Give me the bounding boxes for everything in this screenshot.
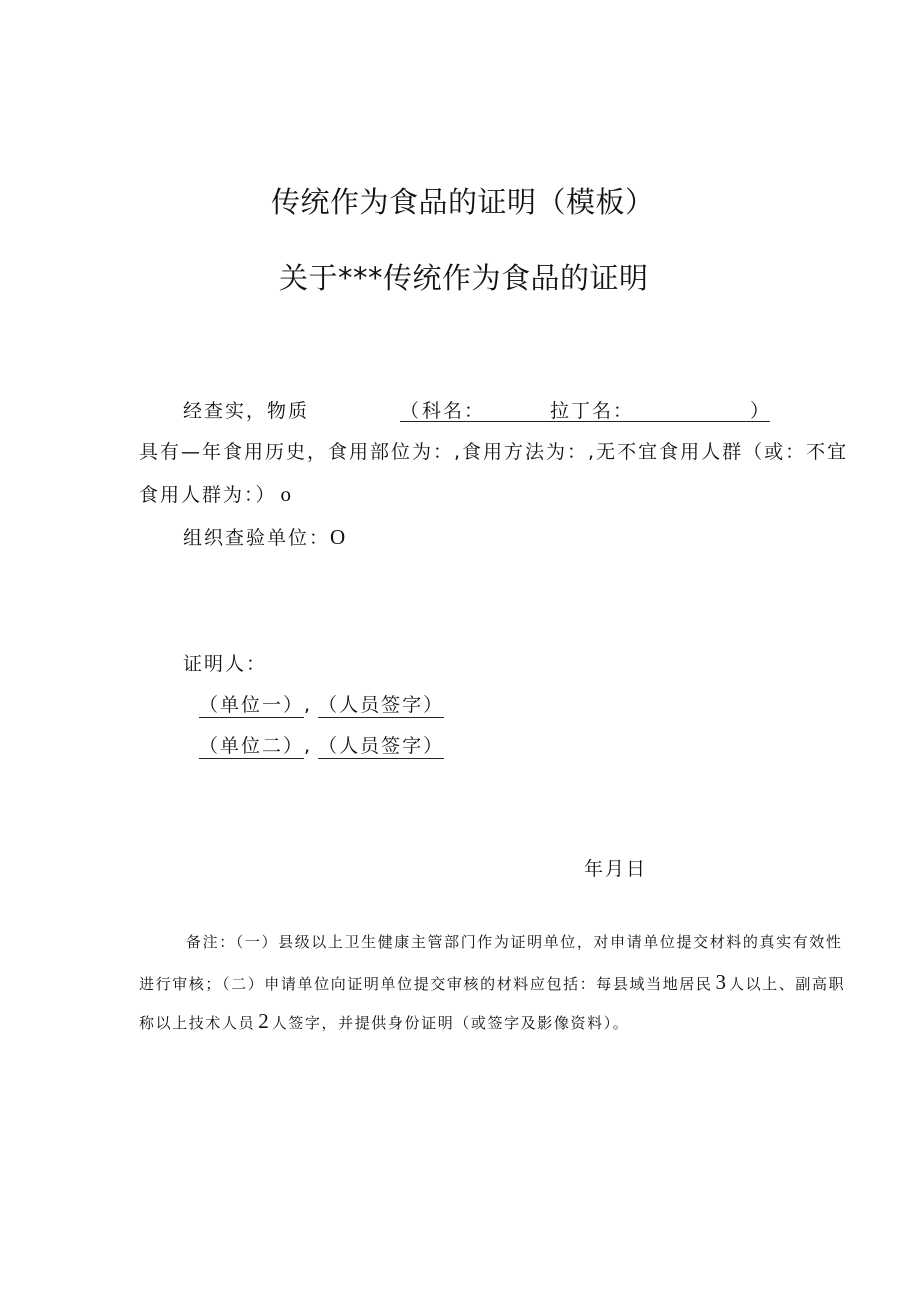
latin-name-label: 拉丁名： <box>550 400 635 422</box>
signature-field: （人员签字） <box>318 694 445 716</box>
certifier-label: 证明人： <box>183 653 268 675</box>
technicians-count: 2 <box>258 1009 269 1033</box>
paragraph-line-3 <box>139 480 291 507</box>
note-line-2a: 进行审核；（二）申请单位向证明单位提交审核的材料应包括：每县域当地居民 <box>139 975 713 993</box>
org-value: O <box>330 525 346 549</box>
note-line-3a: 称以上技术人员 <box>139 1014 256 1032</box>
note-line-3b: 人签字，并提供身份证明（或签字及影像资料）。 <box>271 1014 630 1032</box>
unit-field: （单位一） <box>199 694 305 716</box>
family-name-label: 科名： <box>422 400 486 422</box>
substance-label: 经查实，物质 <box>183 400 310 422</box>
org-label: 组织查验单位： <box>183 527 331 549</box>
paren-open: （ <box>400 400 422 422</box>
unit-field: （单位二） <box>199 735 305 757</box>
note-line-1: 备注：（一）县级以上卫生健康主管部门作为证明单位，对申请单位提交材料的真实有效性 <box>186 933 843 951</box>
org-line <box>183 523 345 550</box>
certifier-row <box>199 731 444 758</box>
note-line-2 <box>139 970 845 995</box>
paragraph-line-3-end: o <box>280 482 292 506</box>
certifier-row <box>199 690 444 717</box>
note-line-2b: 人以上、副高职 <box>729 975 846 993</box>
separator: , <box>304 694 313 716</box>
signature-field: （人员签字） <box>318 735 445 757</box>
note-line-3 <box>139 1009 629 1034</box>
taxonomy-field <box>400 396 770 422</box>
paren-close: ） <box>750 400 772 422</box>
date-line: 年月日 <box>584 858 648 880</box>
paragraph-line-2: 具有—年食用历史，食用部位为：,食用方法为：,无不宜食用人群（或：不宜 <box>139 441 849 463</box>
sub-title: 关于***传统作为食品的证明 <box>279 261 649 295</box>
separator: , <box>304 735 313 757</box>
paragraph-line-3-text: 食用人群为：） <box>139 484 277 506</box>
main-title: 传统作为食品的证明（模板） <box>271 185 655 219</box>
residents-count: 3 <box>715 970 727 994</box>
